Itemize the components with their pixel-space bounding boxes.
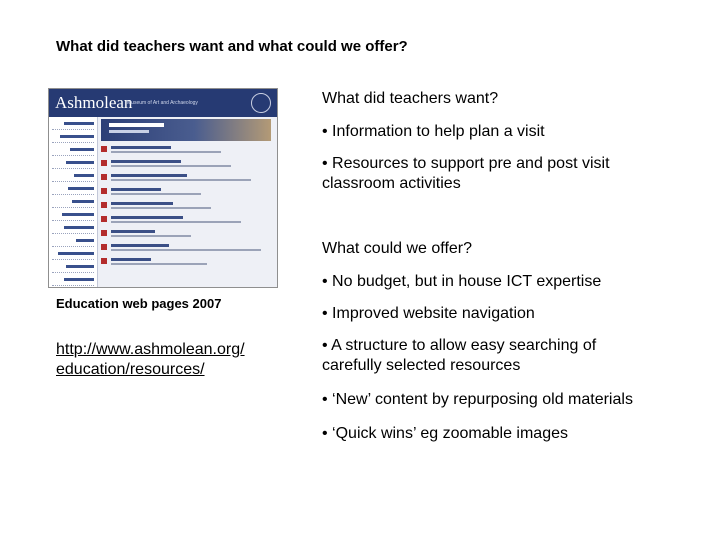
link-line-1[interactable]: http://www.ashmolean.org/ <box>56 341 245 358</box>
link-line-2[interactable]: education/resources/ <box>56 361 205 378</box>
offer-bullet-4: • ‘New’ content by repurposing old materials <box>322 391 633 408</box>
screenshot-banner <box>101 119 271 141</box>
screenshot-caption: Education web pages 2007 <box>56 296 222 311</box>
offer-bullet-2: • Improved website navigation <box>322 305 535 322</box>
offer-bullet-5: • ‘Quick wins’ eg zoomable images <box>322 425 568 442</box>
screenshot-resource-list <box>101 145 271 271</box>
want-heading: What did teachers want? <box>322 90 499 107</box>
university-crest-icon <box>251 93 271 113</box>
screenshot-header <box>49 89 277 117</box>
want-bullet-1: • Information to help plan a visit <box>322 123 545 140</box>
slide-title: What did teachers want and what could we offer? <box>56 38 408 55</box>
offer-bullet-1: • No budget, but in house ICT expertise <box>322 273 602 290</box>
education-web-page-screenshot <box>48 88 278 288</box>
screenshot-tagline: Museum of Art and Archaeology <box>127 100 198 106</box>
resources-link[interactable] <box>56 340 245 380</box>
want-bullet-2: • Resources to support pre and post visit classroom activities <box>322 155 610 192</box>
offer-heading: What could we offer? <box>322 240 473 257</box>
screenshot-sidebar <box>49 117 98 287</box>
ashmolean-logo: Ashmolean <box>55 93 133 112</box>
offer-bullet-3: • A structure to allow easy searching of carefully selected resources <box>322 337 597 374</box>
